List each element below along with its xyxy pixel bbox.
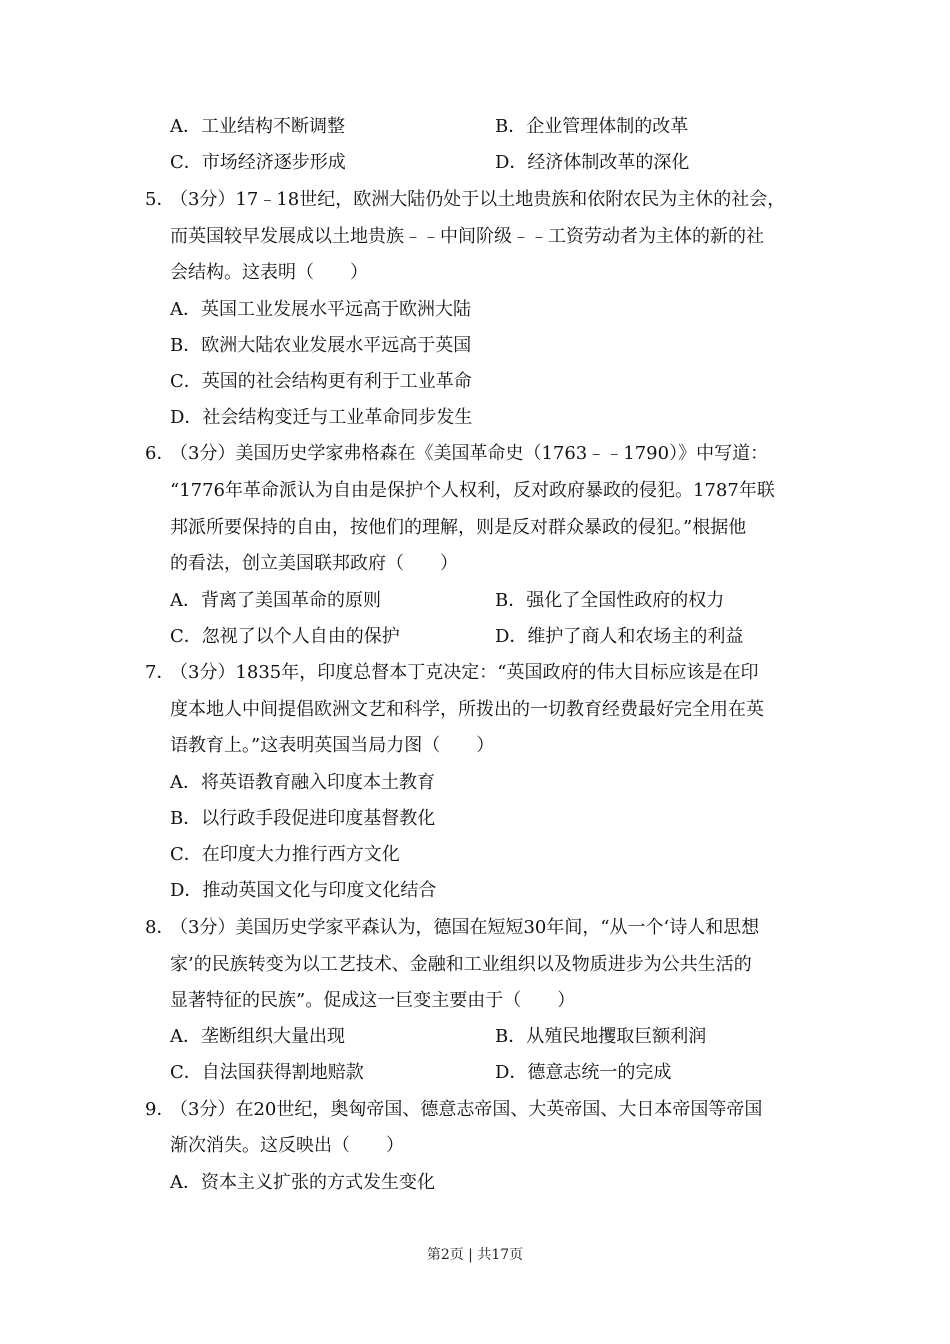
q7-option-c: C．在印度大力推行西方文化 (170, 844, 400, 865)
q7-number: 7． (145, 662, 175, 683)
q8-option-d: D．德意志统一的完成 (495, 1062, 672, 1083)
q7-stem-line: （3分）1835年，印度总督本丁克决定：“英国政府的伟大目标应该是在印 (170, 662, 759, 683)
q6-option-b: B．强化了全国性政府的权力 (495, 590, 725, 611)
q8-stem-line: （3分）美国历史学家平森认为，德国在短短30年间，“从一个‘诗人和思想 (170, 917, 760, 938)
q8-option-a: A．垄断组织大量出现 (170, 1026, 345, 1047)
q5-option-b: B．欧洲大陆农业发展水平远高于英国 (170, 335, 472, 356)
q9-stem-line: （3分）在20世纪，奥匈帝国、德意志帝国、大英帝国、大日本帝国等帝国 (170, 1099, 763, 1120)
q9-option-a: A．资本主义扩张的方式发生变化 (170, 1172, 435, 1193)
q9-stem-line: 渐次消失。这反映出（ ） (170, 1135, 404, 1156)
q5-number: 5． (145, 189, 175, 210)
q7-stem-line: 度本地人中间提倡欧洲文艺和科学，所拨出的一切教育经费最好完全用在英 (170, 699, 764, 720)
q6-stem-line: （3分）美国历史学家弗格森在《美国革命史（1763﹣﹣1790）》中写道： (170, 443, 769, 464)
q6-stem-line: 的看法，创立美国联邦政府（ ） (170, 553, 458, 574)
page-footer: 第2页 | 共17页 (426, 1247, 524, 1263)
q9-number: 9． (145, 1099, 175, 1120)
q4-option-c: C．市场经济逐步形成 (170, 152, 346, 173)
q6-stem-line: 邦派所要保持的自由，按他们的理解，则是反对群众暴政的侵犯。”根据他 (170, 517, 747, 538)
q7-option-d: D．推动英国文化与印度文化结合 (170, 880, 437, 901)
q6-stem-line: “1776年革命派认为自由是保护个人权利，反对政府暴政的侵犯。1787年联 (170, 480, 775, 501)
q8-stem-line: 显著特征的民族”。促成这一巨变主要由于（ ） (170, 990, 576, 1011)
q7-stem-line: 语教育上。”这表明英国当局力图（ ） (170, 735, 495, 756)
q4-option-d: D．经济体制改革的深化 (495, 152, 690, 173)
q6-option-d: D．维护了商人和农场主的利益 (495, 626, 744, 647)
q5-option-c: C．英国的社会结构更有利于工业革命 (170, 371, 472, 392)
q7-option-a: A．将英语教育融入印度本土教育 (170, 772, 435, 793)
q8-option-b: B．从殖民地攫取巨额利润 (495, 1026, 707, 1047)
q8-number: 8． (145, 917, 175, 938)
q6-number: 6． (145, 443, 175, 464)
q7-option-b: B．以行政手段促进印度基督教化 (170, 808, 436, 829)
q4-option-b: B．企业管理体制的改革 (495, 116, 689, 137)
q4-option-a: A．工业结构不断调整 (170, 116, 345, 137)
q8-stem-line: 家’的民族转变为以工艺技术、金融和工业组织以及物质进步为公共生活的 (170, 954, 752, 975)
q6-option-c: C．忽视了以个人自由的保护 (170, 626, 400, 647)
q5-option-d: D．社会结构变迁与工业革命同步发生 (170, 407, 473, 428)
q6-option-a: A．背离了美国革命的原则 (170, 590, 381, 611)
q5-stem-line: 会结构。这表明（ ） (170, 262, 368, 283)
q8-option-c: C．自法国获得割地赔款 (170, 1062, 364, 1083)
q5-option-a: A．英国工业发展水平远高于欧洲大陆 (170, 299, 471, 320)
q5-stem-line: （3分）17﹣18世纪，欧洲大陆仍处于以土地贵族和依附农民为主休的社会， (170, 189, 786, 210)
q5-stem-line: 而英国较早发展成以土地贵族﹣﹣中间阶级﹣﹣工资劳动者为主体的新的社 (170, 226, 764, 247)
